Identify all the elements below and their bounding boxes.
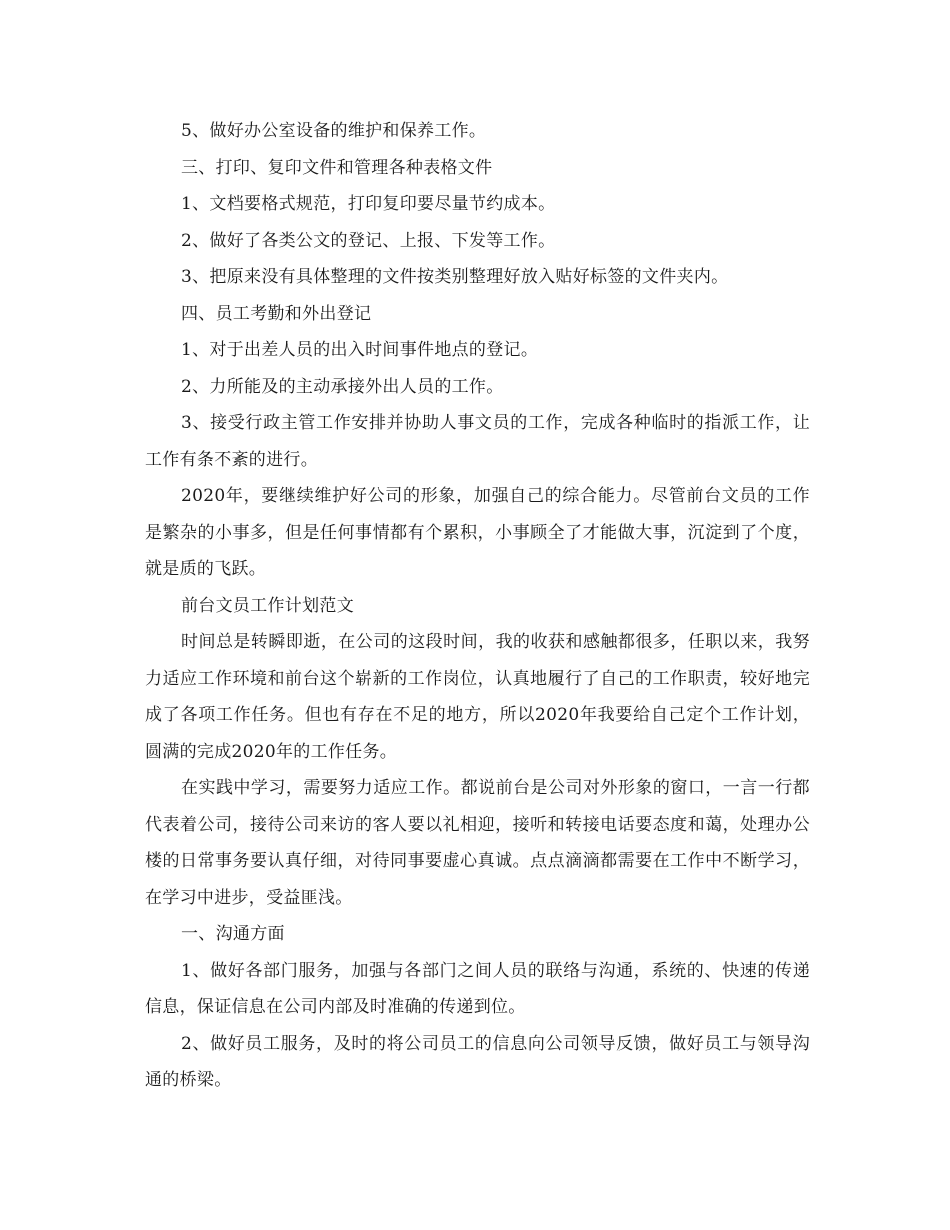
document-title: 前台文员工作计划范文 [181,595,354,616]
document-body [145,113,810,1099]
paragraph: 2、做好了各类公文的登记、上报、下发等工作。 [181,230,556,251]
paragraph: 1、文档要格式规范，打印复印要尽量节约成本。 [181,194,556,214]
paragraph: 1、做好各部门服务，加强与各部门之间人员的联络与沟通，系统的、快速的传递信息，保证信息在公司内部及时准确的传递到位。 [145,960,810,1017]
paragraph: 5、做好办公室设备的维护和保养工作。 [181,121,487,141]
section-heading: 三、打印、复印文件和管理各种表格文件 [181,157,493,178]
paragraph: 3、接受行政主管工作安排并协助人事文员的工作，完成各种临时的指派工作，让工作有条不紊的进行。 [145,413,810,470]
paragraph: 2020年，要继续维护好公司的形象，加强自己的综合能力。尽管前台文员的工作是繁杂的小事多，但是任何事情都有个累积，小事顾全了才能做大事，沉淀到了个度，就是质的飞跃。 [145,486,810,579]
paragraph: 时间总是转瞬即逝，在公司的这段时间，我的收获和感触都很多，任职以来，我努力适应工作环境和前台这个崭新的工作岗位，认真地履行了自己的工作职责，较好地完成了各项工作任务。但也有存在不足的地方，所以2020年我要给自己定个工作计划，圆满的完成2020年的工作任务。 [145,632,810,762]
paragraph: 1、对于出差人员的出入时间事件地点的登记。 [181,340,539,360]
paragraph: 在实践中学习，需要努力适应工作。都说前台是公司对外形象的窗口，一言一行都代表着公司，接待公司来访的客人要以礼相迎，接听和转接电话要态度和蔼，处理办公楼的日常事务要认真仔细，对待同事要虚心真诚。点点滴滴都需要在工作中不断学习，在学习中进步，受益匪浅。 [145,778,810,908]
paragraph: 3、把原来没有具体整理的文件按类别整理好放入贴好标签的文件夹内。 [181,267,729,287]
section-heading: 四、员工考勤和外出登记 [181,303,372,324]
paragraph: 2、力所能及的主动承接外出人员的工作。 [181,376,504,397]
paragraph: 2、做好员工服务，及时的将公司员工的信息向公司领导反馈，做好员工与领导沟通的桥梁。 [145,1033,810,1090]
section-heading: 一、沟通方面 [181,924,285,944]
